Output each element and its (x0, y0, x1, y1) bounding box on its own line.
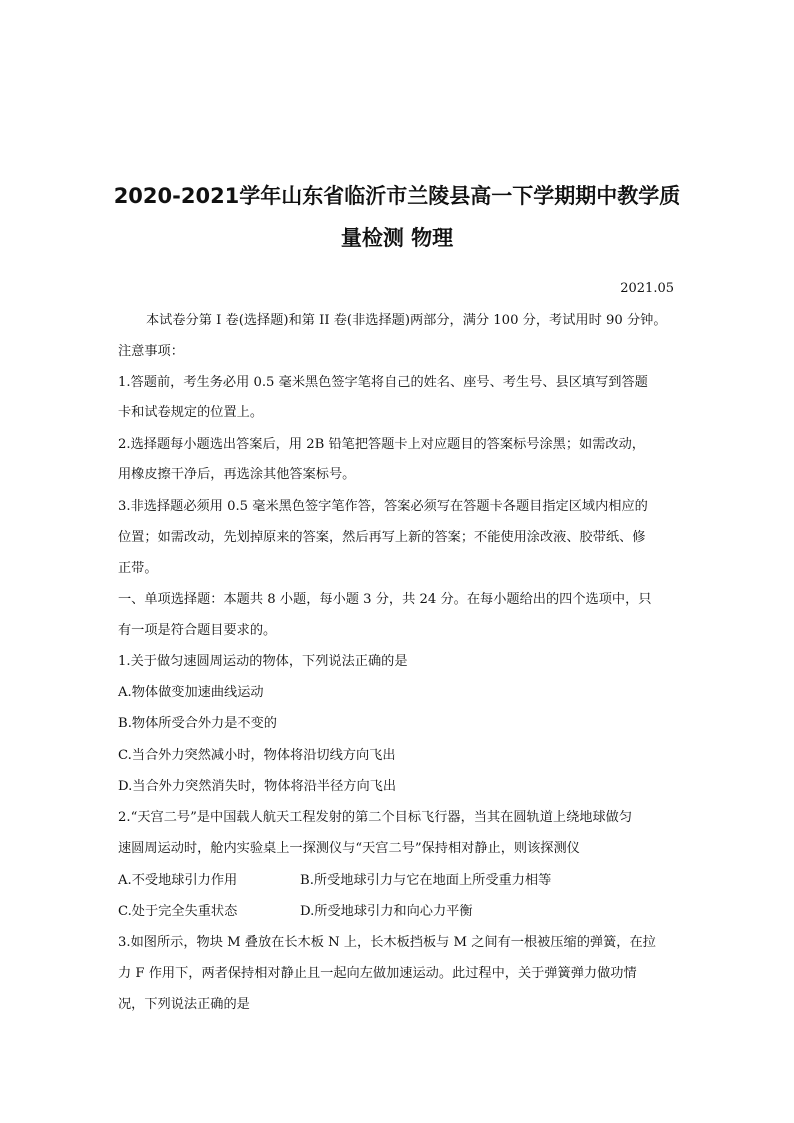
note-1-line-2: 卡和试卷规定的位置上。 (118, 405, 264, 420)
q2-option-d: D.所受地球引力和向心力平衡 (300, 904, 473, 919)
note-1-line-1: 1.答题前，考生务必用 0.5 毫米黑色签字笔将自己的姓名、座号、考生号、县区填写到答题 (118, 375, 648, 390)
q2-stem-line-2: 速圆周运动时，舱内实验桌上一探测仪与“天宫二号”保持相对静止，则该探测仪 (118, 841, 580, 856)
q3-stem-line-1: 3.如图所示，物块 M 叠放在长木板 N 上，长木板挡板与 M 之间有一根被压缩的弹簧，在拉 (118, 935, 656, 950)
section-1-heading-line-1: 一、单项选择题：本题共 8 小题，每小题 3 分，共 24 分。在每小题给出的四个选项中，只 (118, 592, 652, 607)
q1-option-b: B.物体所受合外力是不变的 (118, 716, 277, 731)
note-3-line-2: 位置；如需改动，先划掉原来的答案，然后再写上新的答案；不能使用涂改液、胶带纸、修 (118, 530, 646, 545)
q2-option-c: C.处于完全失重状态 (118, 904, 238, 919)
note-2-line-2: 用橡皮擦干净后，再选涂其他答案标号。 (118, 467, 356, 482)
q2-option-b: B.所受地球引力与它在地面上所受重力相等 (300, 873, 552, 888)
notice-label: 注意事项： (118, 344, 184, 359)
title-line-1: 2020-2021学年山东省临沂市兰陵县高一下学期期中教学质 (113, 184, 681, 208)
q2-option-a: A.不受地球引力作用 (118, 873, 238, 888)
note-3-line-1: 3.非选择题必须用 0.5 毫米黑色签字笔作答，答案必须写在答题卡各题目指定区域内相应的 (118, 499, 648, 514)
q3-stem-line-2: 力 F 作用下，两者保持相对静止且一起向左做加速运动。此过程中，关于弹簧弹力做功情 (118, 966, 637, 981)
title-line-2: 量检测 物理 (340, 226, 454, 250)
note-3-line-3: 正带。 (118, 561, 158, 576)
exam-date: 2021.05 (620, 281, 674, 296)
q1-option-a: A.物体做变加速曲线运动 (118, 685, 264, 700)
q1-option-d: D.当合外力突然消失时，物体将沿半径方向飞出 (118, 779, 397, 794)
q1-option-c: C.当合外力突然减小时，物体将沿切线方向飞出 (118, 748, 396, 763)
q1-stem: 1.关于做匀速圆周运动的物体，下列说法正确的是 (118, 654, 408, 669)
note-2-line-1: 2.选择题每小题选出答案后，用 2B 铅笔把答题卡上对应题目的答案标号涂黑；如需改动， (118, 437, 645, 452)
q2-stem-line-1: 2.“天宫二号”是中国载人航天工程发射的第二个目标飞行器，当其在圆轨道上绕地球做匀 (118, 810, 632, 825)
q3-stem-line-3: 况，下列说法正确的是 (118, 997, 250, 1012)
section-1-heading-line-2: 有一项是符合题目要求的。 (118, 623, 277, 638)
intro-text: 本试卷分第 I 卷(选择题)和第 II 卷(非选择题)两部分，满分 100 分，考试用时 90 分钟。 (146, 313, 667, 328)
